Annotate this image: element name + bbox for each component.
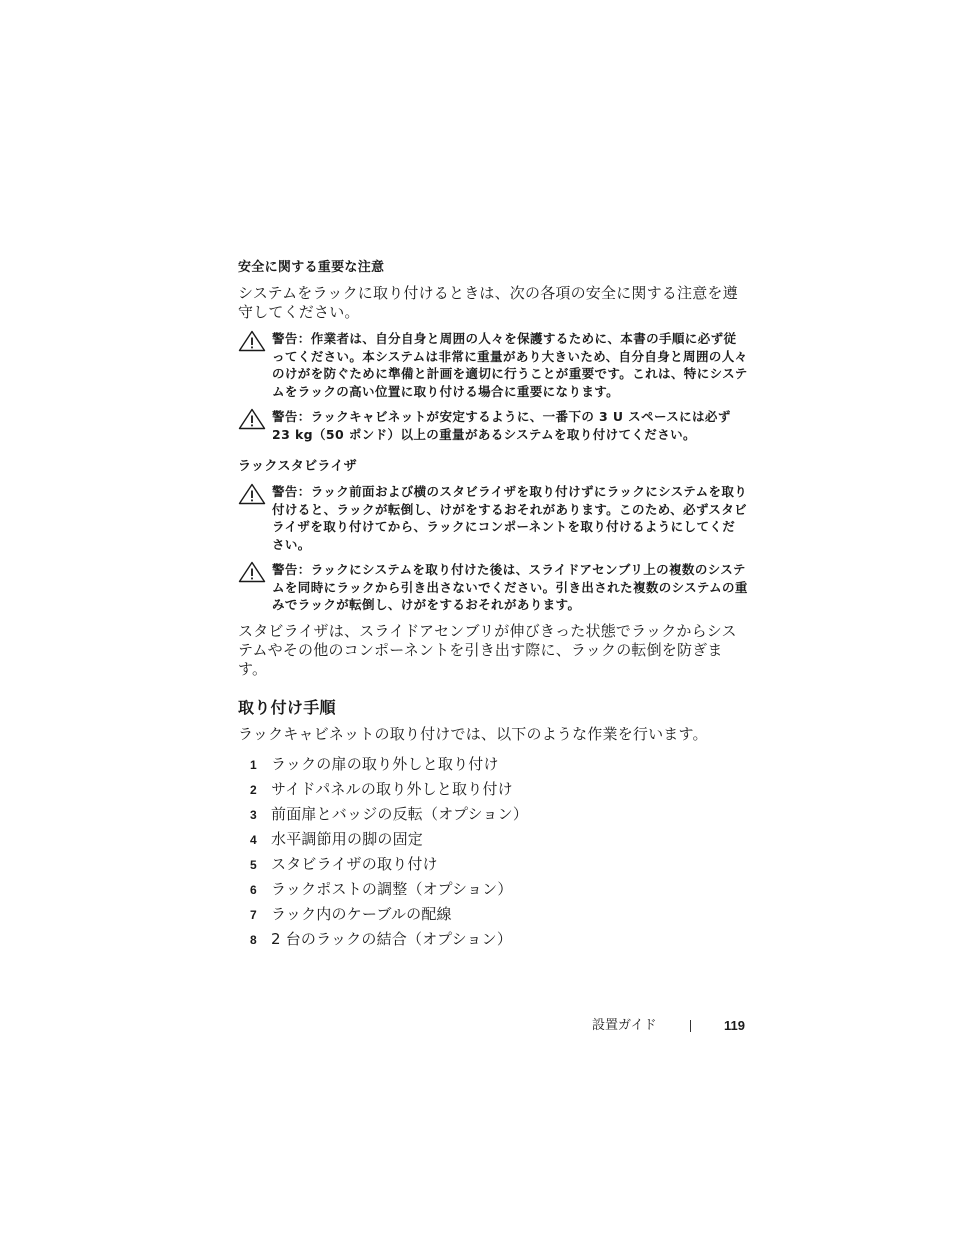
safety-intro: システムをラックに取り付けるときは、次の各項の安全に関する注意を遵守してください。 (238, 284, 738, 321)
warning-text: ラック前面および横のスタビライザを取り付けずにラックにシステムを取り付けると、ラックが転倒し、けがをするおそれがあります。このため、必ずスタビライザを取り付けてから、ラックにコンポーネントを取り付けるようにしてください。 (272, 484, 748, 552)
list-item (238, 827, 748, 852)
step-text: ラックの扉の取り外しと取り付け (271, 754, 499, 773)
warning-triangle-icon (238, 408, 266, 430)
step-text: ラック内のケーブルの配線 (271, 904, 452, 923)
warning-label: 警告： (272, 484, 311, 499)
warning-label: 警告： (272, 331, 311, 346)
footer-doc-name: 設置ガイド (592, 1018, 657, 1033)
safety-heading: 安全に関する重要な注意 (238, 260, 385, 275)
warning-triangle-icon (238, 561, 266, 583)
warning-text: ラックキャビネットが安定するように、一番下の 3 U スペースには必ず 23 kg（50 ポンド）以上の重量があるシステムを取り付けてください。 (272, 409, 731, 442)
list-item (238, 877, 748, 902)
step-number: 8 (250, 932, 257, 947)
step-text: 2 台のラックの結合（オプション） (271, 929, 513, 948)
step-number: 1 (250, 757, 257, 772)
warning-triangle-icon (238, 483, 266, 505)
warning-block (238, 483, 748, 553)
step-text: 水平調節用の脚の固定 (271, 829, 424, 848)
step-number: 5 (250, 857, 257, 872)
warning-block (238, 408, 748, 443)
warning-triangle-icon (238, 330, 266, 352)
list-item (238, 927, 748, 952)
procedure-heading: 取り付け手順 (238, 697, 336, 717)
list-item (238, 752, 748, 777)
step-number: 2 (250, 782, 257, 797)
step-number: 6 (250, 882, 257, 897)
list-item (238, 777, 748, 802)
list-item (238, 802, 748, 827)
warning-block (238, 330, 748, 400)
procedure-steps (238, 752, 748, 952)
list-item (238, 852, 748, 877)
step-text: スタビライザの取り付け (271, 854, 438, 873)
step-text: ラックポストの調整（オプション） (271, 879, 513, 898)
procedure-intro: ラックキャビネットの取り付けでは、以下のような作業を行います。 (238, 724, 708, 743)
warning-text: 作業者は、自分自身と周囲の人々を保護するために、本書の手順に必ず従ってください。本システムは非常に重量があり大きいため、自分自身と周囲の人々のけがを防ぐために準備と計画を適切に行うことが重要です。これは、特にシステムをラックの高い位置に取り付ける場合に重要になります。 (272, 331, 748, 399)
step-number: 7 (250, 907, 257, 922)
step-text: サイドパネルの取り外しと取り付け (271, 779, 513, 798)
step-number: 4 (250, 832, 257, 847)
stabilizer-heading: ラックスタビライザ (238, 459, 357, 474)
footer-divider (690, 1020, 691, 1032)
page-number: 119 (724, 1018, 745, 1033)
warning-label: 警告： (272, 409, 311, 424)
warning-block (238, 561, 748, 614)
warning-text: ラックにシステムを取り付けた後は、スライドアセンブリ上の複数のシステムを同時にラックから引き出さないでください。引き出された複数のシステムの重みでラックが転倒し、けがをするおそれがあります。 (272, 562, 748, 612)
list-item (238, 902, 748, 927)
stabilizer-body: スタビライザは、スライドアセンブリが伸びきった状態でラックからシステムやその他のコンポーネントを引き出す際に、ラックの転倒を防ぎます。 (238, 621, 737, 678)
page-content (238, 258, 748, 952)
step-number: 3 (250, 807, 257, 822)
step-text: 前面扉とバッジの反転（オプション） (271, 804, 529, 823)
warning-label: 警告： (272, 562, 311, 577)
page-footer (592, 1016, 752, 1036)
